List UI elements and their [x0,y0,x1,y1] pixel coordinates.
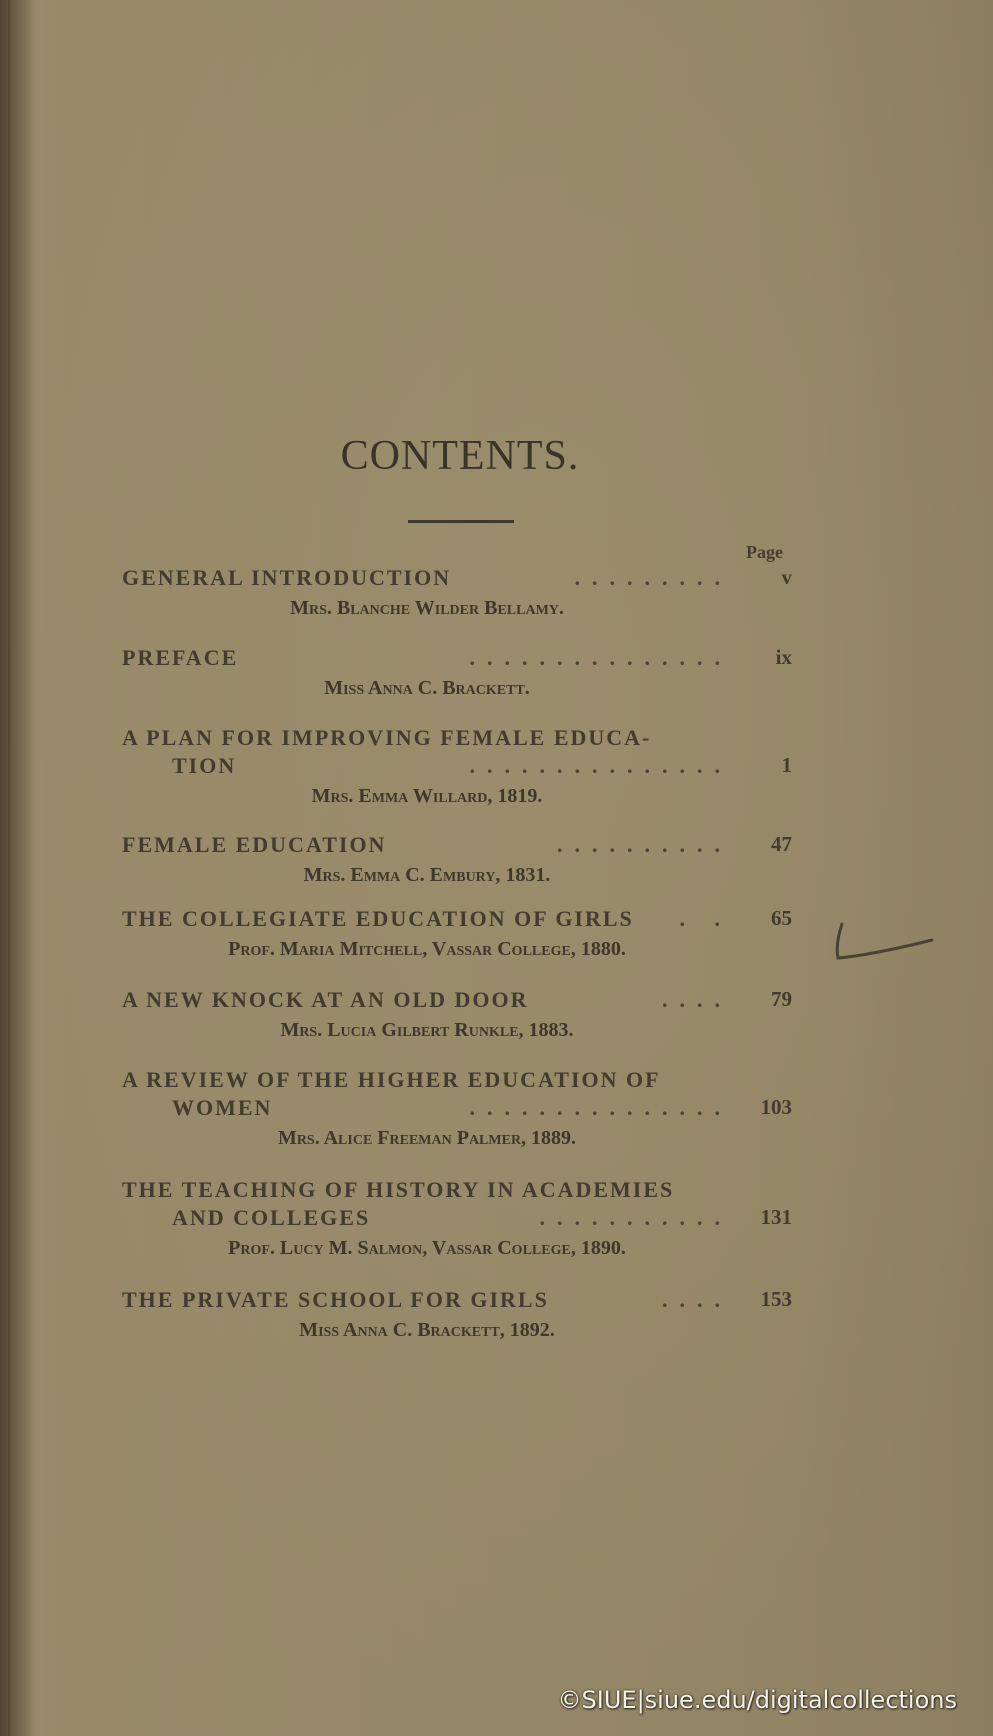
toc-entry [122,725,792,811]
leader-dots: .......... [557,832,732,857]
entry-title: THE TEACHING OF HISTORY IN ACADEMIES [122,1177,675,1202]
entry-title-line [122,753,792,781]
entry-page-number: 131 [760,1205,792,1229]
leader-dots: .... [662,987,732,1012]
entry-page-number: 103 [760,1095,792,1119]
toc-entry [122,645,792,703]
entry-page-number: 1 [781,753,792,777]
entry-title: FEMALE EDUCATION [122,832,387,857]
entry-author: Miss Anna C. Brackett. [324,677,530,699]
entry-author: Prof. Lucy M. Salmon, Vassar College, 1890. [228,1237,626,1259]
leader-dots: ............... [469,753,732,778]
entry-title-line [122,906,792,934]
entry-author: Mrs. Emma Willard, 1819. [311,785,543,807]
entry-title-line [122,832,792,860]
pencil-check-mark [832,920,942,970]
toc-entry [122,906,792,964]
page-title: CONTENTS. [340,433,580,479]
leader-dots: ............... [469,645,732,670]
copyright-watermark: ©SIUE|siue.edu/digitalcollections [557,1686,957,1714]
toc-entry [122,1287,792,1345]
entry-title-line [122,1067,792,1095]
entry-title-line [122,987,792,1015]
entry-title-line [122,1287,792,1315]
spine-edge [8,0,10,1736]
toc-entry [122,1067,792,1153]
entry-title-line [122,1177,792,1205]
entry-author: Miss Anna C. Brackett, 1892. [299,1319,555,1341]
entry-title-continued: TION [172,753,237,778]
entry-title-continued: WOMEN [172,1095,273,1120]
entry-title: A NEW KNOCK AT AN OLD DOOR [122,987,529,1012]
entry-page-number: 79 [771,987,792,1011]
entry-author: Mrs. Blanche Wilder Bellamy. [290,597,564,619]
leader-dots: ......... [574,565,732,590]
entry-page-number: 65 [771,906,792,930]
entry-title-line [122,725,792,753]
entry-title-line [122,1205,792,1233]
entry-title: A PLAN FOR IMPROVING FEMALE EDUCA- [122,725,652,750]
leader-dots: . . [679,906,732,931]
title-rule [408,520,514,523]
leader-dots: ........... [539,1205,732,1230]
entry-title: PREFACE [122,645,239,670]
entry-page-number: 47 [771,832,792,856]
entry-title-line [122,1095,792,1123]
entry-title: GENERAL INTRODUCTION [122,565,452,590]
entry-title: THE COLLEGIATE EDUCATION OF GIRLS [122,906,634,931]
entry-author: Prof. Maria Mitchell, Vassar College, 1880. [228,938,626,960]
entry-title-line [122,645,792,673]
toc-entry [122,565,792,623]
toc-entry [122,987,792,1045]
entry-page-number: v [781,565,792,589]
leader-dots: .... [662,1287,732,1312]
entry-title: A REVIEW OF THE HIGHER EDUCATION OF [122,1067,661,1092]
entry-author: Mrs. Lucia Gilbert Runkle, 1883. [280,1019,574,1041]
toc-entry [122,832,792,890]
entry-page-number: ix [775,645,792,669]
entry-author: Mrs. Emma C. Embury, 1831. [303,864,551,886]
entry-title-continued: AND COLLEGES [172,1205,371,1230]
leader-dots: ............... [469,1095,732,1120]
page-column-heading: Page [746,542,783,562]
entry-title: THE PRIVATE SCHOOL FOR GIRLS [122,1287,549,1312]
toc-entry [122,1177,792,1263]
entry-title-line [122,565,792,593]
entry-page-number: 153 [760,1287,792,1311]
entry-author: Mrs. Alice Freeman Palmer, 1889. [277,1127,577,1149]
spine-shadow [0,0,38,1736]
